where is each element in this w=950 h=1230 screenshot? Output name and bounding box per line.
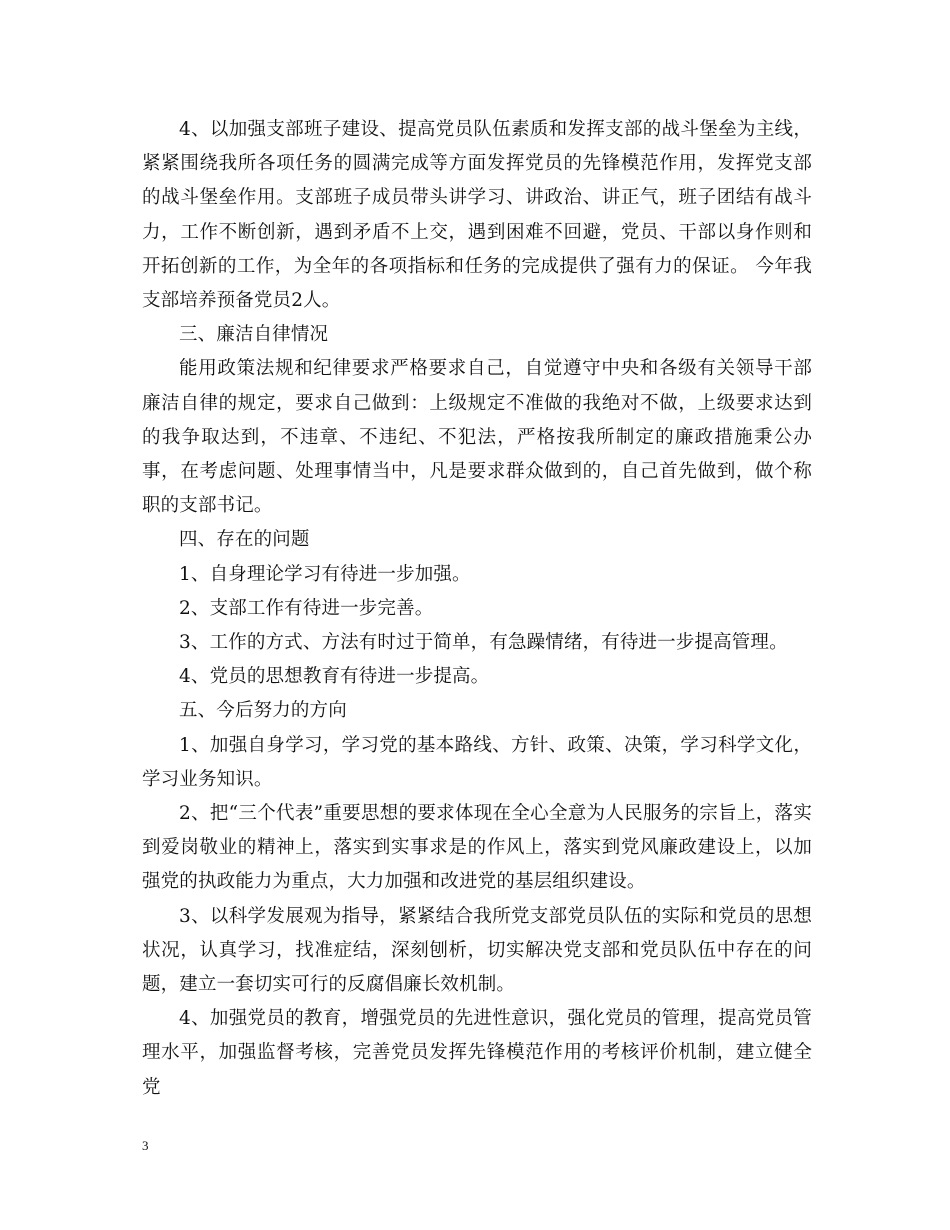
- section-heading-future-direction: 五、今后努力的方向: [179, 700, 347, 722]
- paragraph-integrity: 能用政策法规和纪律要求严格要求自己，自觉遵守中央和各级有关领导干部廉洁自律的规定，要求自己做到：上级规定不准做的我绝对不做，上级要求达到的我争取达到，不违章、不违纪、不犯法，严格按我所制定的廉政措施秉公办事，在考虑问题、处理事情当中，凡是要求群众做到的，自己首先做到，做个称职的支部书记。: [142, 358, 812, 517]
- page-number: 3: [142, 1138, 149, 1153]
- direction-item-4: 4、加强党员的教育，增强党员的先进性意识，强化党员的管理，提高党员管理水平，加强监督考核，完善党员发挥先锋模范作用的考核评价机制，建立健全党: [142, 1008, 812, 1098]
- problem-item-2: 2、支部工作有待进一步完善。: [179, 597, 434, 619]
- problem-item-3: 3、工作的方式、方法有时过于简单，有急躁情绪，有待进一步提高管理。: [179, 632, 788, 654]
- direction-item-1: 1、加强自身学习，学习党的基本路线、方针、政策、决策，学习科学文化，学习业务知识。: [142, 734, 812, 790]
- direction-item-3: 3、以科学发展观为指导，紧紧结合我所党支部党员队伍的实际和党员的思想状况，认真学习，找准症结，深刻刨析，切实解决党支部和党员队伍中存在的问题，建立一套切实可行的反腐倡廉长效机制。: [142, 905, 812, 996]
- direction-item-2: 2、把“三个代表”重要思想的要求体现在全心全意为人民服务的宗旨上，落实到爱岗敬业的精神上，落实到实事求是的作风上，落实到党风廉政建设上，以加强党的执政能力为重点，大力加强和改进党的基层组织建设。: [142, 803, 812, 893]
- problem-item-4: 4、党员的思想教育有待进一步提高。: [179, 666, 490, 688]
- problem-item-1: 1、自身理论学习有待进一步加强。: [179, 563, 471, 585]
- paragraph-item-4-branch-building: 4、以加强支部班子建设、提高党员队伍素质和发挥支部的战斗堡垒为主线，紧紧围绕我所各项任务的圆满完成等方面发挥党员的先锋模范作用，发挥党支部的战斗堡垒作用。支部班子成员带头讲学习、讲政治、讲正气，班子团结有战斗力，工作不断创新，遇到矛盾不上交，遇到困难不回避，党员、干部以身作则和开拓创新的工作，为全年的各项指标和任务的完成提供了强有力的保证。 今年我支部培养预备党员2人。: [142, 119, 812, 312]
- section-heading-integrity: 三、廉洁自律情况: [179, 324, 329, 346]
- body-text: [142, 113, 812, 1105]
- section-heading-problems: 四、存在的问题: [179, 529, 310, 551]
